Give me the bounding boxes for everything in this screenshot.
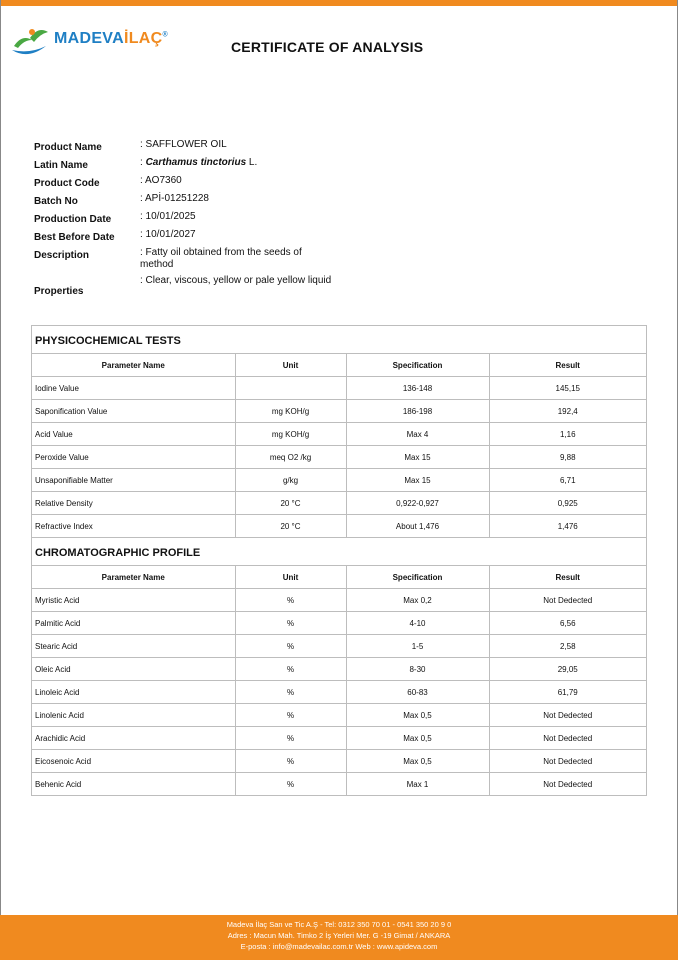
logo-wordmark [54,30,168,48]
parameter-name-cell: Linoleic Acid [32,681,235,704]
result-cell: 2,58 [489,635,646,658]
table-row [32,589,646,612]
unit-cell: % [235,612,346,635]
analysis-tables [31,325,647,796]
table-row [32,469,646,492]
table-header-row [32,354,646,377]
unit-cell: g/kg [235,469,346,492]
info-label: Best Before Date [34,232,115,243]
specification-cell: Max 1 [346,773,489,796]
table-row [32,515,646,538]
footer-email-web: E-posta : info@madevailac.com.tr Web : www.apideva.com [240,942,438,951]
result-cell: 1,476 [489,515,646,538]
result-cell: Not Dedected [489,773,646,796]
column-header: Parameter Name [32,354,235,377]
parameter-name-cell: Palmitic Acid [32,612,235,635]
result-cell: 192,4 [489,400,646,423]
result-cell: 61,79 [489,681,646,704]
specification-cell: 186-198 [346,400,489,423]
info-value [140,157,340,169]
unit-cell: % [235,704,346,727]
unit-cell: % [235,658,346,681]
column-header: Result [489,566,646,589]
info-value: : APİ-01251228 [140,193,209,204]
logo-registered-mark: ® [162,31,168,39]
logo-text-accent: İLAÇ [123,30,163,47]
specification-cell: 4-10 [346,612,489,635]
parameter-name-cell: Iodine Value [32,377,235,400]
specification-cell: About 1,476 [346,515,489,538]
specification-cell: Max 4 [346,423,489,446]
unit-cell: % [235,635,346,658]
table-row [32,492,646,515]
info-value-suffix: L. [246,157,258,168]
company-logo [10,24,180,60]
unit-cell: % [235,589,346,612]
unit-cell: mg KOH/g [235,400,346,423]
result-cell: Not Dedected [489,589,646,612]
specification-cell: Max 0,5 [346,704,489,727]
table-row [32,750,646,773]
parameter-name-cell: Linolenic Acid [32,704,235,727]
result-cell: 1,16 [489,423,646,446]
unit-cell: meq O2 /kg [235,446,346,469]
table-row [32,612,646,635]
table-row [32,635,646,658]
info-label: Properties [34,286,84,297]
physicochemical-title: PHYSICOCHEMICAL TESTS [32,326,646,354]
footer [0,915,678,960]
column-header: Specification [346,566,489,589]
info-label: Product Code [34,178,100,189]
result-cell: 29,05 [489,658,646,681]
table-row [32,704,646,727]
parameter-name-cell: Arachidic Acid [32,727,235,750]
footer-contact: Madeva İlaç San ve Tic A.Ş - Tel: 0312 350 70 01 - 0541 350 20 9 0 [226,920,452,929]
unit-cell: % [235,727,346,750]
parameter-name-cell: Myristic Acid [32,589,235,612]
parameter-name-cell: Oleic Acid [32,658,235,681]
result-cell: Not Dedected [489,727,646,750]
result-cell: 145,15 [489,377,646,400]
unit-cell: % [235,681,346,704]
parameter-name-cell: Eicosenoic Acid [32,750,235,773]
specification-cell: Max 0,5 [346,750,489,773]
result-cell: 6,71 [489,469,646,492]
parameter-name-cell: Relative Density [32,492,235,515]
parameter-name-cell: Acid Value [32,423,235,446]
info-value: : Clear, viscous, yellow or pale yellow liquid [140,275,332,286]
result-cell: 9,88 [489,446,646,469]
unit-cell: % [235,750,346,773]
info-value-prefix: : [140,157,146,168]
unit-cell: 20 °C [235,515,346,538]
table-row [32,377,646,400]
parameter-name-cell: Refractive Index [32,515,235,538]
table-row [32,423,646,446]
footer-address: Adres : Macun Mah. Timko 2 İş Yerleri Mer. G -19 Gimat / ANKARA [227,931,451,940]
result-cell: 0,925 [489,492,646,515]
info-label: Latin Name [34,160,88,171]
specification-cell: Max 0,2 [346,589,489,612]
specification-cell: 1-5 [346,635,489,658]
info-value: : 10/01/2025 [140,211,196,222]
info-value: : Fatty oil obtained from the seeds of method [140,247,302,270]
unit-cell: % [235,773,346,796]
unit-cell [235,377,346,400]
specification-cell: 136-148 [346,377,489,400]
parameter-name-cell: Peroxide Value [32,446,235,469]
parameter-name-cell: Unsaponifiable Matter [32,469,235,492]
specification-cell: Max 0,5 [346,727,489,750]
result-cell: Not Dedected [489,704,646,727]
parameter-name-cell: Stearic Acid [32,635,235,658]
table-row [32,681,646,704]
info-value: : 10/01/2027 [140,229,196,240]
column-header: Parameter Name [32,566,235,589]
specification-cell: 60-83 [346,681,489,704]
page-title: CERTIFICATE OF ANALYSIS [231,39,424,55]
table-row [32,658,646,681]
info-label: Description [34,250,90,261]
column-header: Unit [235,566,346,589]
specification-cell: 8-30 [346,658,489,681]
column-header: Specification [346,354,489,377]
table-row [32,727,646,750]
parameter-name-cell: Behenic Acid [32,773,235,796]
left-border [0,0,1,960]
physicochemical-table [32,354,646,538]
info-value: : AO7360 [140,175,182,186]
chromatographic-table [32,566,646,796]
logo-text-main: MADEVA [54,30,124,47]
top-accent-bar [0,0,678,6]
table-row [32,400,646,423]
unit-cell: 20 °C [235,492,346,515]
specification-cell: Max 15 [346,469,489,492]
table-row [32,773,646,796]
column-header: Unit [235,354,346,377]
unit-cell: mg KOH/g [235,423,346,446]
table-row [32,446,646,469]
logo-mark-icon [10,24,50,60]
specification-cell: Max 15 [346,446,489,469]
info-label: Product Name [34,142,102,153]
result-cell: 6,56 [489,612,646,635]
table-header-row [32,566,646,589]
info-label: Batch No [34,196,78,207]
info-value: : SAFFLOWER OIL [140,139,227,150]
info-label: Production Date [34,214,112,225]
parameter-name-cell: Saponification Value [32,400,235,423]
info-value-latin: Carthamus tinctorius [145,157,247,168]
column-header: Result [489,354,646,377]
chromatographic-title: CHROMATOGRAPHIC PROFILE [32,538,646,566]
specification-cell: 0,922-0,927 [346,492,489,515]
result-cell: Not Dedected [489,750,646,773]
